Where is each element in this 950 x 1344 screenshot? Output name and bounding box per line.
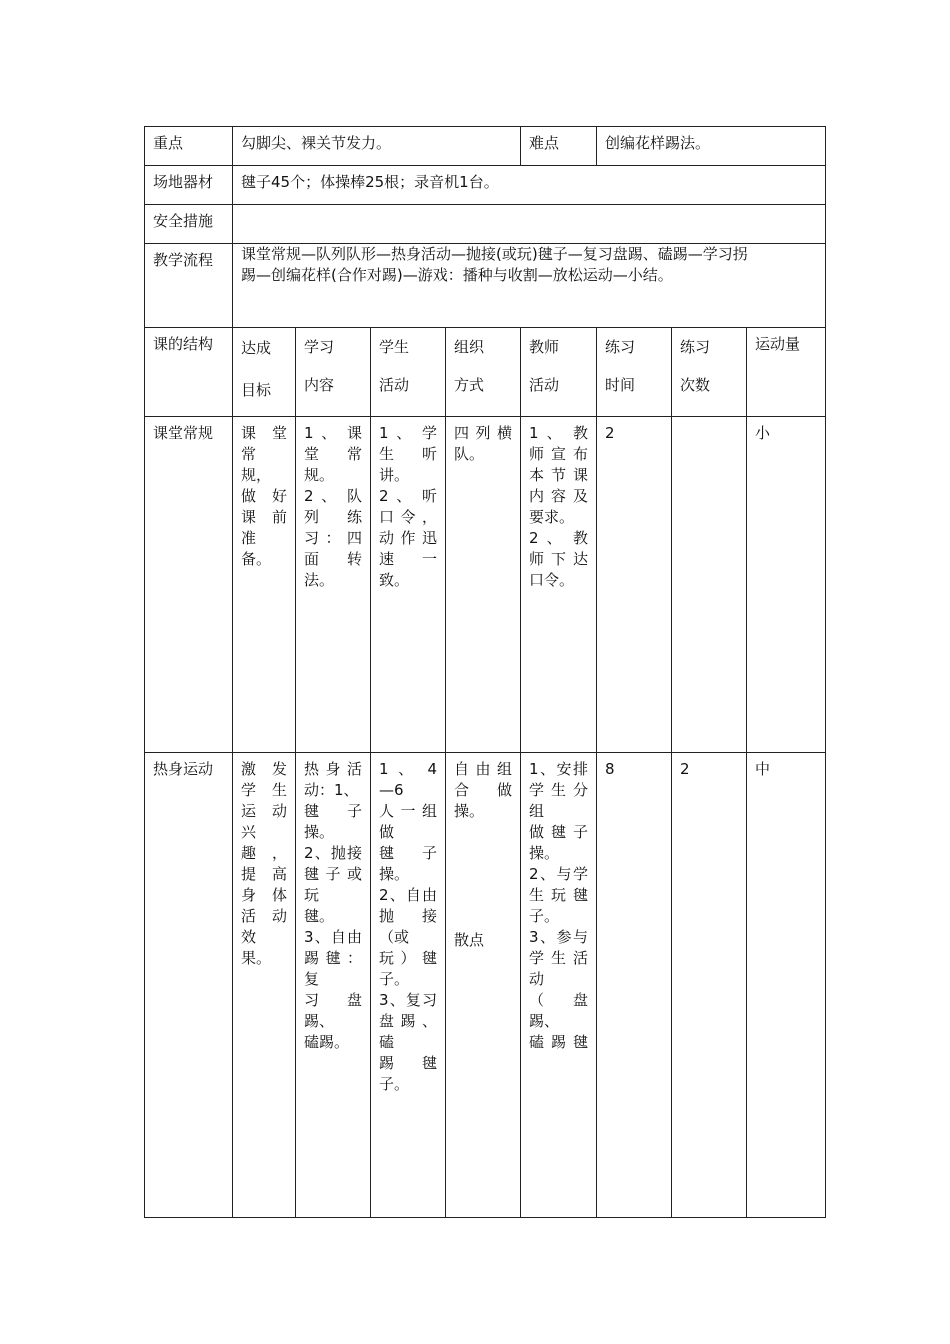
cell-line: 活动 [379, 376, 410, 394]
warmup-structure: 热身运动 [145, 753, 233, 1218]
cell-line: 毽子或玩 [304, 865, 362, 904]
cell-line: 组织 [454, 338, 485, 356]
cell-line: 面 转 [304, 550, 362, 568]
cell-line: 规。 [304, 466, 335, 484]
routine-goal [233, 417, 296, 753]
cell-line: 动作迅 [379, 529, 437, 547]
cell-line: 活动 [529, 376, 560, 394]
cell-line: 做 毽 子 [529, 823, 589, 841]
cell-line: 教师 [529, 338, 560, 356]
cell-line: 1 、 4—6 [379, 760, 437, 799]
cell-line: 1 、 学 [379, 424, 437, 442]
cell-line: 身 体 [241, 886, 287, 904]
header-load: 运动量 [747, 328, 826, 417]
cell-line: 本节课 [529, 466, 589, 484]
warmup-load: 中 [747, 753, 826, 1218]
cell-line: 方式 [454, 376, 485, 394]
cell-line: 队。 [454, 445, 485, 463]
cell-line: 1、安排 [529, 760, 589, 778]
cell-line: 讲。 [379, 466, 410, 484]
cell-line: 习盘踢、 [304, 991, 362, 1030]
focus-row [145, 127, 826, 166]
routine-org [446, 417, 521, 753]
cell-line: 内容及 [529, 487, 589, 505]
equipment-value: 毽子45个；体操棒25根；录音机1台。 [233, 166, 826, 205]
cell-line: 目标 [241, 381, 272, 399]
cell-line: 盘踢、磕 [379, 1012, 437, 1051]
cell-line: 玩 ） 毽 [379, 949, 437, 967]
warmup-goal [233, 753, 296, 1218]
cell-line: 1 、 教 [529, 424, 589, 442]
cell-line: 学习 [304, 338, 335, 356]
cell-line: 兴 [241, 823, 257, 841]
cell-line: 2、与学 [529, 865, 589, 883]
cell-line: 时间 [605, 376, 636, 394]
cell-line: 2 、 队 [304, 487, 362, 505]
cell-line: 师下达 [529, 550, 589, 568]
routine-row [145, 417, 826, 753]
cell-line: 2、抛接 [304, 844, 362, 862]
cell-line: 激 发 [241, 760, 287, 778]
header-time [597, 328, 672, 417]
cell-line: 2 、 教 [529, 529, 589, 547]
cell-line: 操。 [529, 844, 560, 862]
cell-line: 2、自由 [379, 886, 437, 904]
cell-line: 毽子操。 [304, 802, 362, 841]
cell-line: 堂 常 [304, 445, 362, 463]
cell-line: 热 身 活 [304, 760, 362, 778]
cell-line: 学 生 [241, 781, 287, 799]
cell-line: 活 动 [241, 907, 287, 925]
cell-line: 准 [241, 529, 257, 547]
routine-load: 小 [747, 417, 826, 753]
lesson-plan-table [144, 126, 826, 1218]
structure-header-row [145, 328, 826, 417]
routine-student [371, 417, 446, 753]
cell-line: 3、自由 [304, 928, 362, 946]
warmup-org [446, 753, 521, 1218]
flow-line-2: 踢—创编花样(合作对踢)—游戏：播种与收割—放松运动—小结。 [241, 266, 673, 284]
cell-line: 子。 [379, 970, 410, 988]
cell-line: 踢毽：复 [304, 949, 362, 988]
routine-teacher [521, 417, 597, 753]
header-goal [233, 328, 296, 417]
warmup-teacher [521, 753, 597, 1218]
cell-line: 3、复习 [379, 991, 437, 1009]
cell-line: 备。 [241, 550, 272, 568]
equipment-label: 场地器材 [145, 166, 233, 205]
cell-line: 效 [241, 928, 257, 946]
cell-line: 1 、 课 [304, 424, 362, 442]
cell-line: 2 、 听 [379, 487, 437, 505]
header-structure: 课的结构 [145, 328, 233, 417]
cell-line: 致。 [379, 571, 410, 589]
warmup-content [296, 753, 371, 1218]
warmup-row [145, 753, 826, 1218]
warmup-count: 2 [672, 753, 747, 1218]
cell-line: 学生 [379, 338, 410, 356]
header-org [446, 328, 521, 417]
cell-line: 3、参与 [529, 928, 589, 946]
cell-line: 规， [241, 466, 272, 484]
header-content [296, 328, 371, 417]
cell-line: 要求。 [529, 508, 575, 526]
cell-line: 列 练 [304, 508, 362, 526]
cell-line: 课 堂 [241, 424, 287, 442]
cell-line: 常 [241, 445, 257, 463]
focus-value: 勾脚尖、裸关节发力。 [233, 127, 521, 166]
difficulty-value: 创编花样踢法。 [597, 127, 826, 166]
cell-line: 子。 [529, 907, 560, 925]
flow-label: 教学流程 [145, 244, 233, 328]
cell-line: 踢毽子。 [379, 1054, 437, 1093]
cell-line: 毽。 [304, 907, 335, 925]
cell-line: 合 做 [454, 781, 513, 799]
header-teacher [521, 328, 597, 417]
cell-line: 次数 [680, 376, 711, 394]
cell-line: 生 玩 毽 [529, 886, 589, 904]
routine-time: 2 [597, 417, 672, 753]
flow-value [233, 244, 826, 328]
routine-count [672, 417, 747, 753]
cell-line: 毽子操。 [379, 844, 437, 883]
equipment-row [145, 166, 826, 205]
cell-line: 趣 ， [241, 844, 287, 862]
cell-line: 口令， [379, 508, 437, 526]
cell-line: 学生分组 [529, 781, 589, 820]
difficulty-label: 难点 [521, 127, 597, 166]
cell-line: 做 好 [241, 487, 287, 505]
flow-row [145, 244, 826, 328]
cell-line: 自由组 [454, 760, 513, 778]
cell-line: 抛接（或 [379, 907, 437, 946]
warmup-student [371, 753, 446, 1218]
header-student [371, 328, 446, 417]
cell-line: 提 高 [241, 865, 287, 883]
header-count [672, 328, 747, 417]
cell-line: 四列横 [454, 424, 513, 442]
safety-row [145, 205, 826, 244]
lesson-plan-page [144, 126, 825, 1218]
cell-line: 生 听 [379, 445, 437, 463]
warmup-org-scatter: 散点 [454, 931, 485, 949]
cell-line: 达成 [241, 339, 272, 357]
cell-line: （盘踢、 [529, 991, 589, 1030]
cell-line: 口令。 [529, 571, 575, 589]
cell-line: 果。 [241, 949, 272, 967]
cell-line: 磕踢。 [304, 1033, 350, 1051]
cell-line: 内容 [304, 376, 335, 394]
cell-line: 速 一 [379, 550, 437, 568]
routine-structure: 课堂常规 [145, 417, 233, 753]
cell-line: 操。 [454, 802, 485, 820]
safety-value [233, 205, 826, 244]
cell-line: 动：1、 [304, 781, 359, 799]
cell-line: 师宣布 [529, 445, 589, 463]
cell-line: 法。 [304, 571, 335, 589]
routine-content [296, 417, 371, 753]
cell-line: 运 动 [241, 802, 287, 820]
cell-line: 磕 踢 毽 [529, 1033, 589, 1051]
safety-label: 安全措施 [145, 205, 233, 244]
warmup-time: 8 [597, 753, 672, 1218]
cell-line: 课 前 [241, 508, 287, 526]
cell-line: 练习 [605, 338, 636, 356]
cell-line: 学生活动 [529, 949, 589, 988]
cell-line: 练习 [680, 338, 711, 356]
flow-line-1: 课堂常规—队列队形—热身活动—抛接(或玩)毽子—复习盘踢、磕踢—学习拐 [241, 245, 748, 263]
cell-line: 习：四 [304, 529, 362, 547]
focus-label: 重点 [145, 127, 233, 166]
cell-line: 人一组做 [379, 802, 437, 841]
